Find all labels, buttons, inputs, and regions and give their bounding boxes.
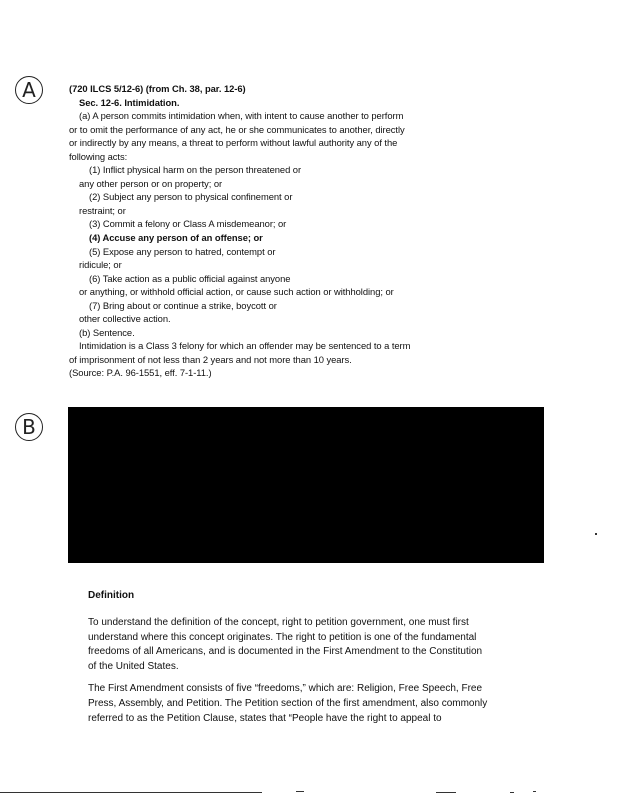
statute-line: following acts: — [69, 150, 128, 162]
scan-speck — [296, 791, 304, 792]
statute-line: (b) Sentence. — [79, 326, 135, 338]
statute-line: (3) Commit a felony or Class A misdemeanor; or — [89, 218, 287, 230]
statute-text-block — [69, 82, 454, 380]
statute-line: any other person or on property; or — [79, 177, 223, 189]
paragraph-line: The First Amendment consists of five “freedoms,” which are: Religion, Free Speech, Free — [88, 682, 483, 694]
paragraph-line: freedoms of all Americans, and is documented in the First Amendment to the Constitution — [88, 646, 483, 658]
statute-line: (720 ILCS 5/12-6) (from Ch. 38, par. 12-6) — [69, 83, 246, 94]
statute-line: (4) Accuse any person of an offense; or — [89, 232, 263, 244]
statute-line: (2) Subject any person to physical confinement or — [89, 191, 293, 203]
scan-speck — [436, 792, 456, 793]
paragraph-line: To understand the definition of the concept, right to petition government, one must first — [88, 616, 469, 628]
scan-edge-line — [0, 792, 262, 793]
statute-line: (a) A person commits intimidation when, with intent to cause another to perform — [79, 110, 404, 122]
statute-line: or anything, or withhold official action, or cause such action or withholding; or — [79, 286, 394, 298]
statute-line: Intimidation is a Class 3 felony for which an offender may be sentenced to a term — [79, 340, 411, 352]
statute-line: (Source: P.A. 96-1551, eff. 7-1-11.) — [69, 367, 212, 379]
statute-line: (5) Expose any person to hatred, contempt or — [89, 245, 276, 257]
redaction-block — [68, 407, 544, 563]
paragraph-line: Press, Assembly, and Petition. The Petition section of the first amendment, also commonly — [88, 697, 488, 709]
statute-line: (6) Take action as a public official against anyone — [89, 272, 291, 284]
scan-speck — [533, 791, 536, 792]
statute-line: other collective action. — [79, 313, 171, 325]
section-marker-a: A — [15, 76, 43, 104]
scan-speck — [595, 533, 597, 535]
definition-section — [88, 589, 548, 726]
paragraph-line: referred to as the Petition Clause, states that “People have the right to appeal to — [88, 712, 442, 724]
paragraph-line: understand where this concept originates. The right to petition is one of the fundamental — [88, 631, 477, 643]
statute-line: Sec. 12-6. Intimidation. — [79, 96, 180, 108]
section-marker-b: B — [15, 413, 43, 441]
definition-heading: Definition — [88, 590, 135, 601]
statute-line: restraint; or — [79, 204, 126, 216]
statute-line: or to omit the performance of any act, he or she communicates to another, directly — [69, 123, 405, 135]
scan-speck — [510, 792, 514, 793]
paragraph-line: of the United States. — [88, 661, 179, 673]
statute-line: (7) Bring about or continue a strike, boycott or — [89, 299, 277, 311]
statute-line: or indirectly by any means, a threat to perform without lawful authority any of the — [69, 137, 398, 149]
statute-line: ridicule; or — [79, 259, 122, 271]
paragraph-gap — [88, 675, 548, 682]
statute-line: of imprisonment of not less than 2 years and not more than 10 years. — [69, 353, 352, 365]
statute-line: (1) Inflict physical harm on the person threatened or — [89, 164, 302, 176]
